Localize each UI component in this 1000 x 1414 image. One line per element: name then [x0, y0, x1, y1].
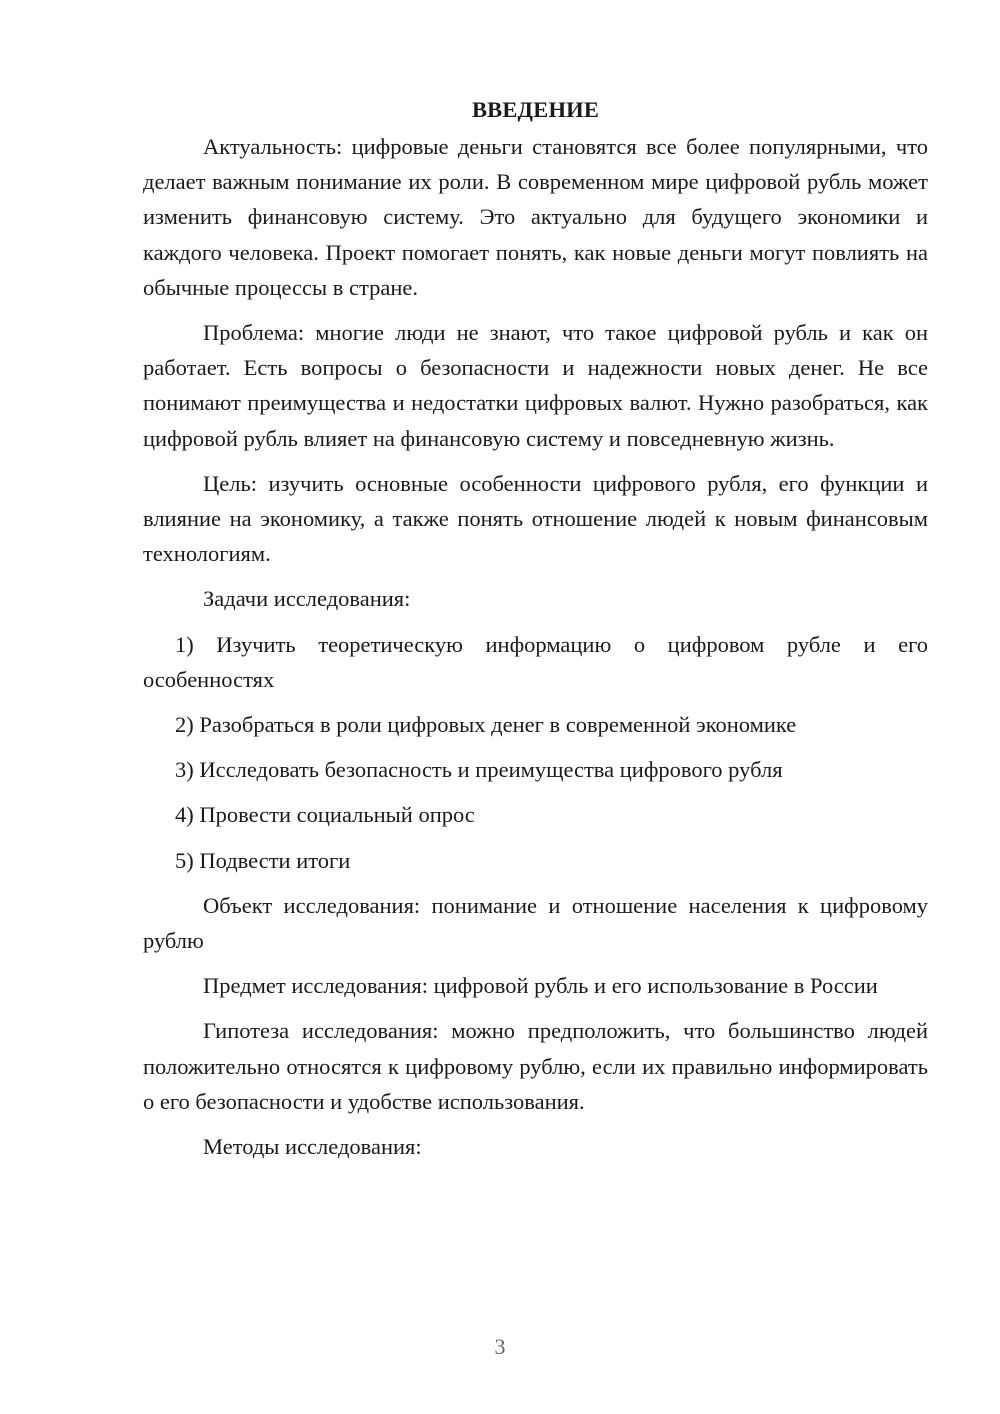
task-item: 1) Изучить теоретическую информацию о цифровом рубле и его особенностях — [143, 631, 928, 692]
tasks-heading: Задачи исследования: — [203, 586, 411, 612]
task-item: 3) Исследовать безопасность и преимущества цифрового рубля — [175, 757, 783, 783]
methods-heading: Методы исследования: — [203, 1134, 422, 1160]
paragraph-subject: Предмет исследования: цифровой рубль и его использование в России — [203, 973, 878, 999]
section-title: ВВЕДЕНИЕ — [471, 97, 600, 122]
task-item: 2) Разобраться в роли цифровых денег в современной экономике — [175, 712, 797, 738]
paragraph-object: Объект исследования: понимание и отношение населения к цифровому рублю — [143, 892, 928, 954]
tasks-list — [143, 627, 928, 878]
paragraph-goal: Цель: изучить основные особенности цифрового рубля, его функции и влияние на экономику, а также понять отношение людей к новым финансовым технологиям. — [143, 470, 928, 567]
paragraph-hypothesis: Гипотеза исследования: можно предположить, что большинство людей положительно относятся к цифровому рублю, если их правильно информировать о его безопасности и удобстве использования. — [143, 1018, 928, 1114]
paragraph-problem: Проблема: многие люди не знают, что такое цифровой рубль и как он работает. Есть вопросы о безопасности и надежности новых денег. Не все понимают преимущества и недостатки цифровых валют. Нужно разобраться, как цифровой рубль влияет на финансовую систему и повседневную жизнь. — [143, 320, 928, 451]
task-item: 4) Провести социальный опрос — [175, 802, 475, 828]
document-page — [143, 92, 928, 1174]
paragraph-relevance: Актуальность: цифровые деньги становятся все более популярными, что делает важным понимание их роли. В современном мире цифровой рубль может изменить финансовую систему. Это актуально для будущего экономики и каждого человека. Проект помогает понять, как новые деньги могут повлиять на обычные процессы в стране. — [143, 134, 928, 300]
task-item: 5) Подвести итоги — [175, 847, 351, 873]
page-number: 3 — [494, 1334, 506, 1359]
